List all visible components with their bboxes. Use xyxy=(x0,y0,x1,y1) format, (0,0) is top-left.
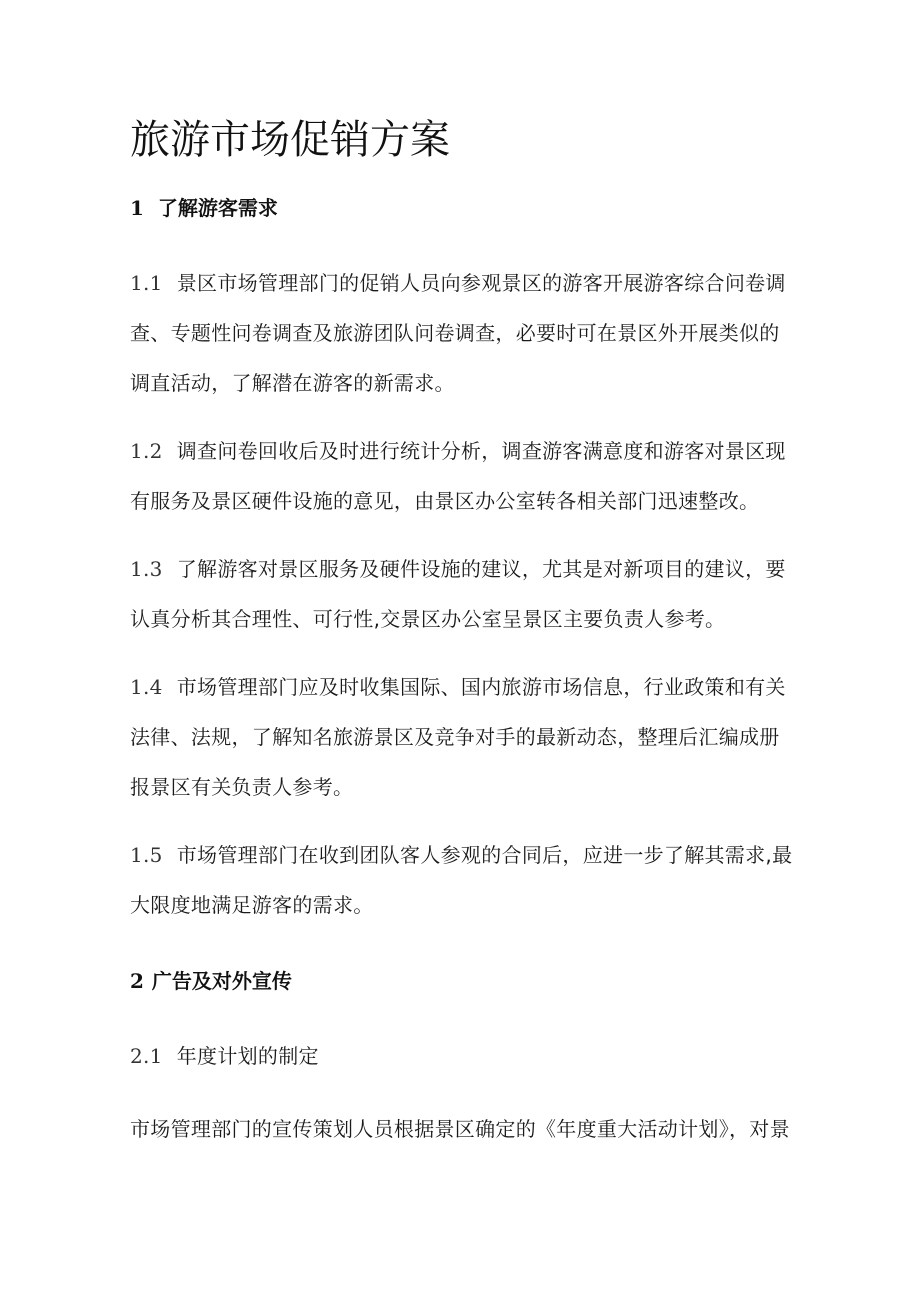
paragraph-text: 市场管理部门在收到团队客人参观的合同后，应进一步了解其需求,最大限度地满足游客的需求。 xyxy=(130,843,793,917)
paragraph-text: 市场管理部门应及时收集国际、国内旅游市场信息，行业政策和有关法律、法规，了解知名旅游景区及竞争对手的最新动态，整理后汇编成册报景区有关负责人参考。 xyxy=(130,675,786,799)
paragraph-1-5 xyxy=(130,830,794,930)
paragraph-text: 年度计划的制定 xyxy=(176,1044,319,1068)
paragraph-number: 1.3 xyxy=(130,557,163,581)
section-title: 广告及对外宣传 xyxy=(151,969,292,993)
document-title: 旅游市场促销方案 xyxy=(130,117,450,163)
section-heading-1 xyxy=(130,193,278,223)
paragraph-1-3 xyxy=(130,544,794,644)
paragraph-text: 调查问卷回收后及时进行统计分析，调查游客满意度和游客对景区现有服务及景区硬件设施的意见，由景区办公室转各相关部门迅速整改。 xyxy=(130,439,786,513)
paragraph-number: 1.2 xyxy=(130,439,163,463)
paragraph-1-2 xyxy=(130,426,794,526)
section-number: 1 xyxy=(130,196,144,220)
section-number: 2 xyxy=(130,969,144,993)
section-heading-2 xyxy=(130,966,292,996)
paragraph-1-1 xyxy=(130,258,794,408)
paragraph-number: 1.4 xyxy=(130,675,163,699)
paragraph-text: 景区市场管理部门的促销人员向参观景区的游客开展游客综合问卷调查、专题性问卷调查及旅游团队问卷调查，必要时可在景区外开展类似的调直活动，了解潜在游客的新需求。 xyxy=(130,271,786,395)
paragraph-number: 2.1 xyxy=(130,1044,163,1068)
paragraph-number: 1.1 xyxy=(130,271,163,295)
paragraph-number: 1.5 xyxy=(130,843,163,867)
paragraph-1-4 xyxy=(130,662,794,812)
section-title: 了解游客需求 xyxy=(157,196,278,220)
subsection-2-1 xyxy=(130,1031,794,1081)
paragraph-text: 了解游客对景区服务及硬件设施的建议，尤其是对新项目的建议，要认真分析其合理性、可行性,交景区办公室呈景区主要负责人参考。 xyxy=(130,557,786,631)
body-paragraph: 市场管理部门的宣传策划人员根据景区确定的《年度重大活动计划》，对景 xyxy=(130,1117,790,1141)
